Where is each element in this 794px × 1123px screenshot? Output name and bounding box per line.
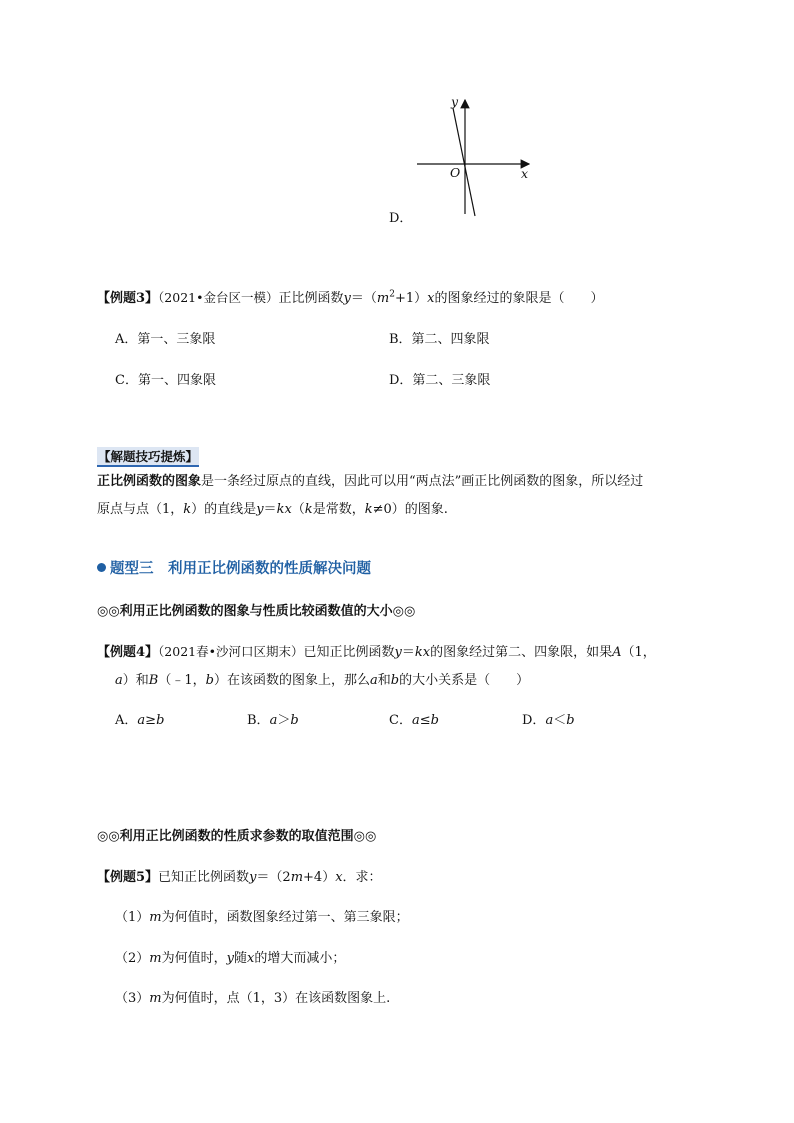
- var-k: k: [304, 502, 313, 517]
- op: ≤: [419, 713, 431, 728]
- tips-line-1: [97, 470, 643, 489]
- var-m: m: [376, 291, 390, 306]
- opt-label: D．: [522, 713, 546, 728]
- var-y: y: [343, 291, 351, 306]
- eq: ＝（2: [256, 870, 291, 885]
- y-axis-label: y: [451, 94, 459, 109]
- example-5-tag: 【例题5】: [97, 870, 159, 885]
- eq: ＝: [263, 502, 277, 517]
- opt-label: A．: [115, 713, 138, 728]
- plus-four: +4）: [303, 870, 336, 885]
- text-b: ．求：: [342, 870, 382, 885]
- example-4-tag: 【例题4】: [97, 645, 159, 660]
- example-4-option-c: [389, 709, 439, 728]
- example-4-line-1: [97, 641, 656, 660]
- example-3-option-d: D．第二、三象限: [389, 373, 491, 388]
- var-y: y: [249, 870, 257, 885]
- q-text: 为何值时，函数图象经过第一、第三象限；: [161, 910, 409, 925]
- bullet-dot: [97, 563, 106, 572]
- var-m: m: [149, 951, 162, 966]
- var-a: a: [269, 713, 278, 728]
- opt-label: C．: [389, 713, 412, 728]
- example-4-source: （2021春•沙河口区期末）: [158, 644, 304, 659]
- var-kx: kx: [276, 502, 292, 517]
- text-a: 已知正比例函数: [303, 645, 395, 660]
- example-3-tag: 【例题3】: [97, 291, 159, 306]
- var-m: m: [149, 991, 162, 1006]
- example-3-option-a: A．第一、三象限: [115, 332, 216, 347]
- text-d: ）和: [122, 673, 149, 688]
- subsection-1-title: ◎◎利用正比例函数的图象与性质比较函数值的大小◎◎: [97, 604, 416, 619]
- var-k: k: [364, 502, 373, 517]
- var-y: y: [256, 502, 264, 517]
- example-4-option-a: [115, 709, 164, 728]
- opt-label: B．: [247, 713, 270, 728]
- var-x: x: [427, 291, 435, 306]
- q-num: （1）: [115, 910, 150, 925]
- tips-bold: 正比例函数的图象: [97, 474, 202, 489]
- subsection-2-title: ◎◎利用正比例函数的性质求参数的取值范围◎◎: [97, 829, 377, 844]
- graph-d: [405, 92, 545, 222]
- example-4-option-d: [522, 709, 575, 728]
- tips-label: 【解题技巧提炼】: [97, 447, 199, 467]
- tips-text-e: ≠0）的图象.: [372, 502, 448, 517]
- q-text-d: 的增大而减小；: [254, 951, 346, 966]
- var-A: A: [612, 645, 622, 660]
- example-4-line-2: [115, 669, 529, 688]
- graph-d-svg: [405, 92, 545, 222]
- var-b: b: [156, 713, 165, 728]
- var-a: a: [545, 713, 554, 728]
- op: ＞: [277, 713, 291, 728]
- exponent: 2: [389, 289, 395, 300]
- text-e: （﹣1，: [158, 673, 206, 688]
- section-heading: [97, 557, 371, 578]
- example-3-text-a: 正比例函数: [278, 291, 344, 306]
- op: ＜: [553, 713, 567, 728]
- text-h: 的大小关系是（ ）: [399, 673, 530, 688]
- var-x: x: [335, 870, 343, 885]
- var-b: b: [390, 673, 400, 688]
- tips-rest: 是一条经过原点的直线，因此可以用“两点法”画正比例函数的图象，所以经过: [201, 474, 644, 489]
- plus-one: +1）: [394, 291, 428, 306]
- var-m: m: [149, 910, 162, 925]
- example-4-option-b: [247, 709, 299, 728]
- example-3-option-c: C．第一、四象限: [115, 373, 216, 388]
- text-b: 的图象经过第二、四象限，如果: [430, 645, 613, 660]
- var-y: y: [394, 645, 402, 660]
- var-m: m: [290, 870, 304, 885]
- example-5-q1: [115, 906, 409, 925]
- option-d-label: D．: [389, 211, 413, 226]
- text-c: （1，: [621, 645, 656, 660]
- tips-line-2: [97, 498, 448, 517]
- var-x: x: [247, 951, 255, 966]
- q-text-c: 随: [233, 951, 247, 966]
- q-text-b: 为何值时，: [161, 951, 227, 966]
- text-g: 和: [377, 673, 391, 688]
- var-b: b: [430, 713, 439, 728]
- tips-text-a: 原点与点（1，: [97, 502, 184, 517]
- tips-text-b: ）的直线是: [191, 502, 257, 517]
- var-kx: kx: [414, 645, 431, 660]
- q-num: （3）: [115, 991, 150, 1006]
- var-a: a: [411, 713, 420, 728]
- var-a: a: [137, 713, 146, 728]
- example-5-q3: [115, 987, 390, 1006]
- example-3-option-b: B．第二、四象限: [389, 332, 490, 347]
- eq: ＝（: [350, 291, 377, 306]
- text-f: ）在该函数的图象上，那么: [213, 673, 370, 688]
- example-5-question: [97, 866, 382, 885]
- example-3-source: （2021•金台区一模）: [158, 290, 279, 305]
- example-3-text-b: 的图象经过的象限是（ ）: [434, 291, 604, 306]
- tips-text-d: 是常数，: [312, 502, 365, 517]
- section-title: 题型三 利用正比例函数的性质解决问题: [110, 561, 371, 577]
- paren: （: [291, 502, 305, 517]
- var-y: y: [226, 951, 234, 966]
- var-b: b: [205, 673, 214, 688]
- example-5-q2: [115, 947, 345, 966]
- q-num: （2）: [115, 951, 150, 966]
- var-k: k: [183, 502, 192, 517]
- var-b: b: [566, 713, 575, 728]
- x-axis-label: x: [521, 166, 529, 181]
- text-a: 已知正比例函数: [158, 870, 250, 885]
- q-text: 为何值时，点（1，3）在该函数图象上.: [161, 991, 391, 1006]
- eq: ＝: [401, 645, 415, 660]
- function-line: [453, 108, 475, 216]
- var-B: B: [148, 673, 159, 688]
- example-3-question: [97, 287, 603, 306]
- var-a: a: [115, 673, 123, 688]
- origin-label: O: [450, 165, 461, 180]
- var-a: a: [369, 673, 378, 688]
- op: ≥: [145, 713, 157, 728]
- var-b: b: [290, 713, 299, 728]
